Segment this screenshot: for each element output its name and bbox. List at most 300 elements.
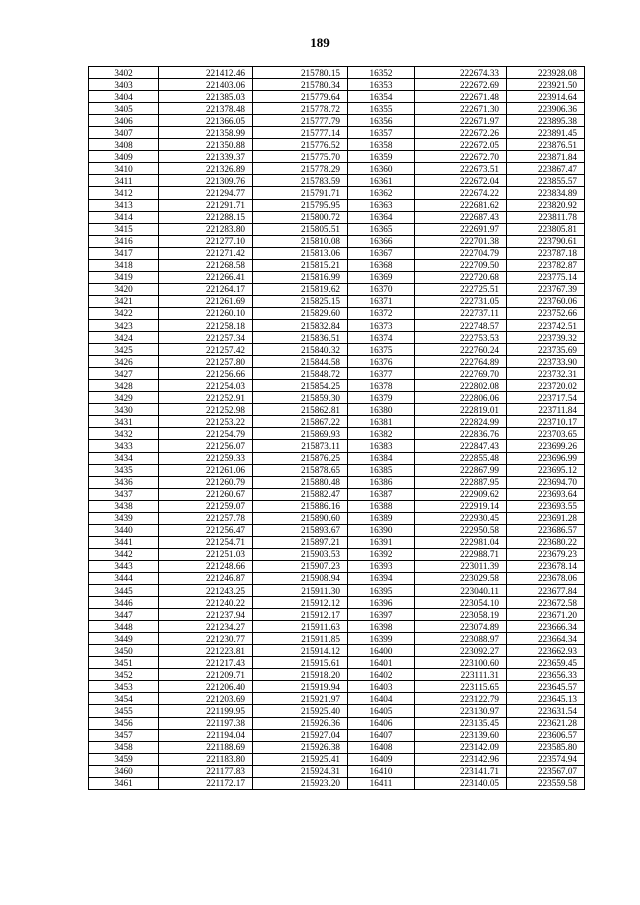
x-coordinate-right-cell: 222764.89 xyxy=(415,356,507,368)
y-coordinate-left-cell: 215924.31 xyxy=(253,765,348,777)
point-number-right-cell: 16381 xyxy=(348,416,415,428)
y-coordinate-right-cell: 223867.47 xyxy=(507,163,585,175)
x-coordinate-right-cell: 223115.65 xyxy=(415,681,507,693)
x-coordinate-right-cell: 222691.97 xyxy=(415,223,507,235)
x-coordinate-right-cell: 223058.19 xyxy=(415,609,507,621)
table-row xyxy=(89,332,585,344)
y-coordinate-right-cell: 223811.78 xyxy=(507,211,585,223)
table-row xyxy=(89,741,585,753)
x-coordinate-left-cell: 221257.78 xyxy=(159,512,253,524)
y-coordinate-right-cell: 223585.80 xyxy=(507,741,585,753)
point-number-left-cell: 3418 xyxy=(89,259,159,271)
y-coordinate-left-cell: 215779.64 xyxy=(253,91,348,103)
x-coordinate-left-cell: 221237.94 xyxy=(159,609,253,621)
point-number-left-cell: 3431 xyxy=(89,416,159,428)
x-coordinate-left-cell: 221259.33 xyxy=(159,452,253,464)
y-coordinate-right-cell: 223686.57 xyxy=(507,524,585,536)
y-coordinate-right-cell: 223720.02 xyxy=(507,380,585,392)
y-coordinate-left-cell: 215923.20 xyxy=(253,777,348,789)
y-coordinate-right-cell: 223834.89 xyxy=(507,187,585,199)
x-coordinate-right-cell: 222748.57 xyxy=(415,319,507,331)
point-number-right-cell: 16370 xyxy=(348,283,415,295)
point-number-right-cell: 16411 xyxy=(348,777,415,789)
point-number-right-cell: 16402 xyxy=(348,669,415,681)
point-number-right-cell: 16398 xyxy=(348,621,415,633)
table-row xyxy=(89,259,585,271)
point-number-left-cell: 3422 xyxy=(89,307,159,319)
point-number-right-cell: 16377 xyxy=(348,368,415,380)
table-row xyxy=(89,235,585,247)
x-coordinate-left-cell: 221251.03 xyxy=(159,548,253,560)
y-coordinate-left-cell: 215829.60 xyxy=(253,307,348,319)
table-row xyxy=(89,404,585,416)
y-coordinate-left-cell: 215876.25 xyxy=(253,452,348,464)
y-coordinate-left-cell: 215927.04 xyxy=(253,729,348,741)
point-number-left-cell: 3406 xyxy=(89,115,159,127)
y-coordinate-left-cell: 215862.81 xyxy=(253,404,348,416)
y-coordinate-left-cell: 215854.25 xyxy=(253,380,348,392)
y-coordinate-left-cell: 215783.59 xyxy=(253,175,348,187)
point-number-left-cell: 3437 xyxy=(89,488,159,500)
point-number-right-cell: 16385 xyxy=(348,464,415,476)
point-number-left-cell: 3451 xyxy=(89,657,159,669)
point-number-right-cell: 16404 xyxy=(348,693,415,705)
x-coordinate-right-cell: 222673.51 xyxy=(415,163,507,175)
point-number-right-cell: 16369 xyxy=(348,271,415,283)
point-number-left-cell: 3432 xyxy=(89,428,159,440)
x-coordinate-right-cell: 223074.89 xyxy=(415,621,507,633)
y-coordinate-right-cell: 223871.84 xyxy=(507,151,585,163)
y-coordinate-right-cell: 223891.45 xyxy=(507,127,585,139)
point-number-left-cell: 3407 xyxy=(89,127,159,139)
y-coordinate-left-cell: 215777.79 xyxy=(253,115,348,127)
point-number-left-cell: 3455 xyxy=(89,705,159,717)
point-number-left-cell: 3459 xyxy=(89,753,159,765)
table-row xyxy=(89,223,585,235)
x-coordinate-right-cell: 222802.08 xyxy=(415,380,507,392)
point-number-left-cell: 3444 xyxy=(89,572,159,584)
x-coordinate-right-cell: 222988.71 xyxy=(415,548,507,560)
y-coordinate-left-cell: 215819.62 xyxy=(253,283,348,295)
x-coordinate-right-cell: 222887.95 xyxy=(415,476,507,488)
x-coordinate-left-cell: 221183.80 xyxy=(159,753,253,765)
point-number-left-cell: 3443 xyxy=(89,560,159,572)
point-number-right-cell: 16406 xyxy=(348,717,415,729)
table-row xyxy=(89,103,585,115)
y-coordinate-left-cell: 215859.30 xyxy=(253,392,348,404)
y-coordinate-left-cell: 215911.30 xyxy=(253,585,348,597)
y-coordinate-left-cell: 215926.36 xyxy=(253,717,348,729)
x-coordinate-left-cell: 221260.10 xyxy=(159,307,253,319)
y-coordinate-right-cell: 223790.61 xyxy=(507,235,585,247)
y-coordinate-right-cell: 223710.17 xyxy=(507,416,585,428)
y-coordinate-right-cell: 223659.45 xyxy=(507,657,585,669)
table-row xyxy=(89,392,585,404)
x-coordinate-left-cell: 221194.04 xyxy=(159,729,253,741)
point-number-right-cell: 16403 xyxy=(348,681,415,693)
point-number-left-cell: 3404 xyxy=(89,91,159,103)
y-coordinate-right-cell: 223805.81 xyxy=(507,223,585,235)
x-coordinate-left-cell: 221266.41 xyxy=(159,271,253,283)
point-number-right-cell: 16368 xyxy=(348,259,415,271)
point-number-right-cell: 16374 xyxy=(348,332,415,344)
table-row xyxy=(89,295,585,307)
y-coordinate-right-cell: 223735.69 xyxy=(507,344,585,356)
point-number-right-cell: 16376 xyxy=(348,356,415,368)
y-coordinate-right-cell: 223694.70 xyxy=(507,476,585,488)
y-coordinate-right-cell: 223733.90 xyxy=(507,356,585,368)
x-coordinate-left-cell: 221199.95 xyxy=(159,705,253,717)
point-number-right-cell: 16361 xyxy=(348,175,415,187)
point-number-left-cell: 3426 xyxy=(89,356,159,368)
y-coordinate-right-cell: 223679.23 xyxy=(507,548,585,560)
y-coordinate-right-cell: 223631.54 xyxy=(507,705,585,717)
x-coordinate-left-cell: 221256.07 xyxy=(159,440,253,452)
y-coordinate-left-cell: 215880.48 xyxy=(253,476,348,488)
point-number-right-cell: 16397 xyxy=(348,609,415,621)
x-coordinate-left-cell: 221217.43 xyxy=(159,657,253,669)
point-number-right-cell: 16396 xyxy=(348,597,415,609)
table-row xyxy=(89,633,585,645)
y-coordinate-left-cell: 215778.29 xyxy=(253,163,348,175)
y-coordinate-right-cell: 223732.31 xyxy=(507,368,585,380)
table-row xyxy=(89,609,585,621)
point-number-right-cell: 16401 xyxy=(348,657,415,669)
point-number-right-cell: 16371 xyxy=(348,295,415,307)
x-coordinate-left-cell: 221256.66 xyxy=(159,368,253,380)
point-number-left-cell: 3449 xyxy=(89,633,159,645)
y-coordinate-right-cell: 223645.13 xyxy=(507,693,585,705)
y-coordinate-right-cell: 223928.08 xyxy=(507,67,585,79)
table-row xyxy=(89,211,585,223)
x-coordinate-left-cell: 221252.98 xyxy=(159,404,253,416)
y-coordinate-right-cell: 223775.14 xyxy=(507,271,585,283)
coordinates-table-body xyxy=(89,67,585,790)
x-coordinate-right-cell: 222671.30 xyxy=(415,103,507,115)
table-row xyxy=(89,693,585,705)
x-coordinate-right-cell: 222672.26 xyxy=(415,127,507,139)
point-number-right-cell: 16359 xyxy=(348,151,415,163)
point-number-right-cell: 16395 xyxy=(348,585,415,597)
point-number-right-cell: 16408 xyxy=(348,741,415,753)
x-coordinate-left-cell: 221203.69 xyxy=(159,693,253,705)
x-coordinate-left-cell: 221257.34 xyxy=(159,332,253,344)
x-coordinate-right-cell: 222674.22 xyxy=(415,187,507,199)
y-coordinate-left-cell: 215840.32 xyxy=(253,344,348,356)
point-number-right-cell: 16391 xyxy=(348,536,415,548)
table-row xyxy=(89,307,585,319)
point-number-right-cell: 16352 xyxy=(348,67,415,79)
y-coordinate-right-cell: 223693.64 xyxy=(507,488,585,500)
table-row xyxy=(89,717,585,729)
point-number-left-cell: 3411 xyxy=(89,175,159,187)
x-coordinate-right-cell: 222674.33 xyxy=(415,67,507,79)
x-coordinate-right-cell: 222909.62 xyxy=(415,488,507,500)
point-number-right-cell: 16362 xyxy=(348,187,415,199)
table-row xyxy=(89,139,585,151)
y-coordinate-right-cell: 223711.84 xyxy=(507,404,585,416)
x-coordinate-right-cell: 223140.05 xyxy=(415,777,507,789)
y-coordinate-right-cell: 223664.34 xyxy=(507,633,585,645)
y-coordinate-right-cell: 223703.65 xyxy=(507,428,585,440)
x-coordinate-left-cell: 221350.88 xyxy=(159,139,253,151)
y-coordinate-left-cell: 215810.08 xyxy=(253,235,348,247)
x-coordinate-right-cell: 222836.76 xyxy=(415,428,507,440)
point-number-right-cell: 16365 xyxy=(348,223,415,235)
point-number-right-cell: 16388 xyxy=(348,500,415,512)
point-number-left-cell: 3423 xyxy=(89,319,159,331)
y-coordinate-right-cell: 223567.07 xyxy=(507,765,585,777)
table-row xyxy=(89,67,585,79)
coordinates-table xyxy=(88,66,585,790)
point-number-left-cell: 3408 xyxy=(89,139,159,151)
table-row xyxy=(89,151,585,163)
point-number-left-cell: 3453 xyxy=(89,681,159,693)
point-number-right-cell: 16386 xyxy=(348,476,415,488)
point-number-left-cell: 3427 xyxy=(89,368,159,380)
y-coordinate-left-cell: 215873.11 xyxy=(253,440,348,452)
point-number-right-cell: 16356 xyxy=(348,115,415,127)
table-row xyxy=(89,428,585,440)
x-coordinate-left-cell: 221326.89 xyxy=(159,163,253,175)
point-number-right-cell: 16367 xyxy=(348,247,415,259)
x-coordinate-left-cell: 221240.22 xyxy=(159,597,253,609)
y-coordinate-left-cell: 215775.70 xyxy=(253,151,348,163)
point-number-right-cell: 16372 xyxy=(348,307,415,319)
point-number-right-cell: 16353 xyxy=(348,79,415,91)
y-coordinate-right-cell: 223666.34 xyxy=(507,621,585,633)
point-number-left-cell: 3403 xyxy=(89,79,159,91)
point-number-left-cell: 3439 xyxy=(89,512,159,524)
point-number-right-cell: 16390 xyxy=(348,524,415,536)
y-coordinate-left-cell: 215912.17 xyxy=(253,609,348,621)
table-row xyxy=(89,187,585,199)
x-coordinate-right-cell: 222672.69 xyxy=(415,79,507,91)
y-coordinate-left-cell: 215890.60 xyxy=(253,512,348,524)
point-number-left-cell: 3447 xyxy=(89,609,159,621)
point-number-left-cell: 3441 xyxy=(89,536,159,548)
y-coordinate-right-cell: 223574.94 xyxy=(507,753,585,765)
point-number-left-cell: 3410 xyxy=(89,163,159,175)
x-coordinate-right-cell: 222930.45 xyxy=(415,512,507,524)
y-coordinate-right-cell: 223695.12 xyxy=(507,464,585,476)
table-row xyxy=(89,777,585,789)
y-coordinate-left-cell: 215848.72 xyxy=(253,368,348,380)
x-coordinate-right-cell: 222671.48 xyxy=(415,91,507,103)
y-coordinate-right-cell: 223693.55 xyxy=(507,500,585,512)
table-row xyxy=(89,319,585,331)
y-coordinate-left-cell: 215795.95 xyxy=(253,199,348,211)
y-coordinate-right-cell: 223671.20 xyxy=(507,609,585,621)
x-coordinate-right-cell: 223111.31 xyxy=(415,669,507,681)
y-coordinate-right-cell: 223921.50 xyxy=(507,79,585,91)
y-coordinate-left-cell: 215918.20 xyxy=(253,669,348,681)
x-coordinate-left-cell: 221283.80 xyxy=(159,223,253,235)
x-coordinate-left-cell: 221260.67 xyxy=(159,488,253,500)
y-coordinate-right-cell: 223677.84 xyxy=(507,585,585,597)
x-coordinate-left-cell: 221277.10 xyxy=(159,235,253,247)
x-coordinate-left-cell: 221223.81 xyxy=(159,645,253,657)
x-coordinate-right-cell: 222701.38 xyxy=(415,235,507,247)
x-coordinate-left-cell: 221291.71 xyxy=(159,199,253,211)
x-coordinate-right-cell: 222737.11 xyxy=(415,307,507,319)
point-number-left-cell: 3446 xyxy=(89,597,159,609)
table-row xyxy=(89,91,585,103)
point-number-left-cell: 3456 xyxy=(89,717,159,729)
table-row xyxy=(89,199,585,211)
y-coordinate-right-cell: 223696.99 xyxy=(507,452,585,464)
x-coordinate-right-cell: 222709.50 xyxy=(415,259,507,271)
point-number-right-cell: 16387 xyxy=(348,488,415,500)
y-coordinate-left-cell: 215825.15 xyxy=(253,295,348,307)
table-row xyxy=(89,512,585,524)
table-row xyxy=(89,500,585,512)
point-number-left-cell: 3442 xyxy=(89,548,159,560)
y-coordinate-right-cell: 223742.51 xyxy=(507,319,585,331)
point-number-right-cell: 16363 xyxy=(348,199,415,211)
point-number-right-cell: 16382 xyxy=(348,428,415,440)
y-coordinate-left-cell: 215813.06 xyxy=(253,247,348,259)
point-number-right-cell: 16393 xyxy=(348,560,415,572)
x-coordinate-right-cell: 222769.70 xyxy=(415,368,507,380)
x-coordinate-right-cell: 222950.58 xyxy=(415,524,507,536)
table-row xyxy=(89,681,585,693)
x-coordinate-right-cell: 223040.11 xyxy=(415,585,507,597)
y-coordinate-right-cell: 223717.54 xyxy=(507,392,585,404)
x-coordinate-right-cell: 222672.70 xyxy=(415,151,507,163)
y-coordinate-left-cell: 215911.85 xyxy=(253,633,348,645)
y-coordinate-left-cell: 215777.14 xyxy=(253,127,348,139)
y-coordinate-left-cell: 215921.97 xyxy=(253,693,348,705)
point-number-left-cell: 3450 xyxy=(89,645,159,657)
table-row xyxy=(89,416,585,428)
y-coordinate-right-cell: 223906.36 xyxy=(507,103,585,115)
y-coordinate-left-cell: 215882.47 xyxy=(253,488,348,500)
table-row xyxy=(89,645,585,657)
y-coordinate-right-cell: 223606.57 xyxy=(507,729,585,741)
point-number-right-cell: 16366 xyxy=(348,235,415,247)
x-coordinate-right-cell: 222855.48 xyxy=(415,452,507,464)
point-number-right-cell: 16379 xyxy=(348,392,415,404)
y-coordinate-right-cell: 223895.38 xyxy=(507,115,585,127)
y-coordinate-left-cell: 215897.21 xyxy=(253,536,348,548)
y-coordinate-right-cell: 223680.22 xyxy=(507,536,585,548)
table-row xyxy=(89,765,585,777)
x-coordinate-left-cell: 221188.69 xyxy=(159,741,253,753)
point-number-left-cell: 3424 xyxy=(89,332,159,344)
y-coordinate-left-cell: 215805.51 xyxy=(253,223,348,235)
y-coordinate-left-cell: 215926.38 xyxy=(253,741,348,753)
table-row xyxy=(89,476,585,488)
table-row xyxy=(89,247,585,259)
y-coordinate-left-cell: 215907.23 xyxy=(253,560,348,572)
y-coordinate-right-cell: 223855.57 xyxy=(507,175,585,187)
point-number-right-cell: 16384 xyxy=(348,452,415,464)
point-number-left-cell: 3413 xyxy=(89,199,159,211)
y-coordinate-left-cell: 215912.12 xyxy=(253,597,348,609)
x-coordinate-left-cell: 221254.71 xyxy=(159,536,253,548)
x-coordinate-left-cell: 221177.83 xyxy=(159,765,253,777)
x-coordinate-left-cell: 221264.17 xyxy=(159,283,253,295)
point-number-left-cell: 3454 xyxy=(89,693,159,705)
x-coordinate-right-cell: 223092.27 xyxy=(415,645,507,657)
y-coordinate-left-cell: 215776.52 xyxy=(253,139,348,151)
table-row xyxy=(89,669,585,681)
x-coordinate-right-cell: 223130.97 xyxy=(415,705,507,717)
y-coordinate-right-cell: 223820.92 xyxy=(507,199,585,211)
table-row xyxy=(89,163,585,175)
point-number-left-cell: 3436 xyxy=(89,476,159,488)
x-coordinate-left-cell: 221258.18 xyxy=(159,319,253,331)
x-coordinate-left-cell: 221256.47 xyxy=(159,524,253,536)
x-coordinate-right-cell: 223142.96 xyxy=(415,753,507,765)
y-coordinate-left-cell: 215844.58 xyxy=(253,356,348,368)
y-coordinate-right-cell: 223752.66 xyxy=(507,307,585,319)
x-coordinate-right-cell: 222919.14 xyxy=(415,500,507,512)
point-number-left-cell: 3445 xyxy=(89,585,159,597)
point-number-left-cell: 3409 xyxy=(89,151,159,163)
table-row xyxy=(89,585,585,597)
y-coordinate-left-cell: 215800.72 xyxy=(253,211,348,223)
x-coordinate-left-cell: 221259.07 xyxy=(159,500,253,512)
x-coordinate-left-cell: 221378.48 xyxy=(159,103,253,115)
point-number-right-cell: 16378 xyxy=(348,380,415,392)
x-coordinate-left-cell: 221261.69 xyxy=(159,295,253,307)
table-row xyxy=(89,356,585,368)
point-number-right-cell: 16364 xyxy=(348,211,415,223)
y-coordinate-left-cell: 215816.99 xyxy=(253,271,348,283)
y-coordinate-left-cell: 215908.94 xyxy=(253,572,348,584)
table-row xyxy=(89,380,585,392)
point-number-left-cell: 3428 xyxy=(89,380,159,392)
point-number-left-cell: 3430 xyxy=(89,404,159,416)
x-coordinate-left-cell: 221261.06 xyxy=(159,464,253,476)
x-coordinate-right-cell: 223122.79 xyxy=(415,693,507,705)
point-number-left-cell: 3425 xyxy=(89,344,159,356)
table-row xyxy=(89,115,585,127)
x-coordinate-right-cell: 223135.45 xyxy=(415,717,507,729)
y-coordinate-right-cell: 223645.57 xyxy=(507,681,585,693)
point-number-right-cell: 16389 xyxy=(348,512,415,524)
x-coordinate-left-cell: 221257.42 xyxy=(159,344,253,356)
x-coordinate-right-cell: 222867.99 xyxy=(415,464,507,476)
table-row xyxy=(89,657,585,669)
y-coordinate-left-cell: 215867.22 xyxy=(253,416,348,428)
point-number-left-cell: 3461 xyxy=(89,777,159,789)
x-coordinate-right-cell: 222672.05 xyxy=(415,139,507,151)
x-coordinate-right-cell: 222824.99 xyxy=(415,416,507,428)
x-coordinate-left-cell: 221206.40 xyxy=(159,681,253,693)
y-coordinate-right-cell: 223672.58 xyxy=(507,597,585,609)
x-coordinate-right-cell: 223088.97 xyxy=(415,633,507,645)
table-row xyxy=(89,548,585,560)
x-coordinate-left-cell: 221294.77 xyxy=(159,187,253,199)
point-number-left-cell: 3440 xyxy=(89,524,159,536)
table-row xyxy=(89,753,585,765)
x-coordinate-left-cell: 221366.05 xyxy=(159,115,253,127)
table-row xyxy=(89,175,585,187)
x-coordinate-left-cell: 221260.79 xyxy=(159,476,253,488)
x-coordinate-left-cell: 221234.27 xyxy=(159,621,253,633)
point-number-left-cell: 3460 xyxy=(89,765,159,777)
x-coordinate-right-cell: 223142.09 xyxy=(415,741,507,753)
y-coordinate-left-cell: 215869.93 xyxy=(253,428,348,440)
table-row xyxy=(89,524,585,536)
point-number-right-cell: 16400 xyxy=(348,645,415,657)
table-row xyxy=(89,283,585,295)
x-coordinate-right-cell: 222687.43 xyxy=(415,211,507,223)
point-number-left-cell: 3452 xyxy=(89,669,159,681)
